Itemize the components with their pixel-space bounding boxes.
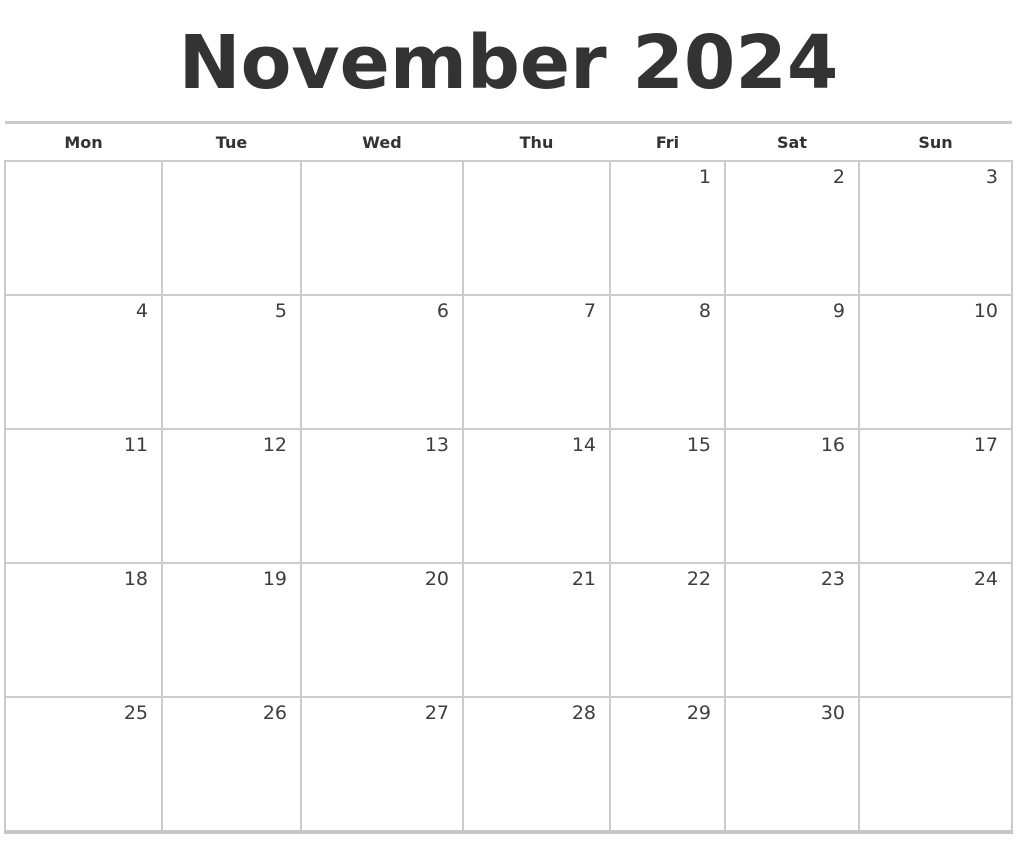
weekday-header-sat: Sat	[777, 132, 807, 152]
day-cell: 17	[859, 429, 1012, 563]
day-cell: 21	[463, 563, 610, 697]
week-row	[5, 697, 1012, 832]
day-cell	[859, 697, 1012, 832]
day-cell: 2	[725, 161, 859, 295]
day-cell: 30	[725, 697, 859, 832]
day-cell: 23	[725, 563, 859, 697]
day-cell: 4	[5, 295, 162, 429]
day-cell: 27	[301, 697, 463, 832]
weekday-header-row	[5, 124, 1012, 161]
day-cell: 28	[463, 697, 610, 832]
weekday-header-fri: Fri	[655, 132, 680, 152]
week-row	[5, 429, 1012, 563]
weekday-header-mon: Mon	[64, 132, 103, 152]
day-cell: 5	[162, 295, 301, 429]
day-cell: 13	[301, 429, 463, 563]
day-cell: 26	[162, 697, 301, 832]
day-cell: 29	[610, 697, 725, 832]
day-cell: 25	[5, 697, 162, 832]
day-cell: 9	[725, 295, 859, 429]
day-cell: 22	[610, 563, 725, 697]
week-row	[5, 295, 1012, 429]
weekday-header-wed: Wed	[362, 132, 402, 152]
day-cell: 8	[610, 295, 725, 429]
page-title: November 2024	[178, 20, 839, 106]
day-cell: 3	[859, 161, 1012, 295]
week-row	[5, 563, 1012, 697]
day-cell: 15	[610, 429, 725, 563]
day-cell: 14	[463, 429, 610, 563]
day-cell: 6	[301, 295, 463, 429]
day-cell: 7	[463, 295, 610, 429]
day-cell: 16	[725, 429, 859, 563]
day-cell	[162, 161, 301, 295]
weekday-header-tue: Tue	[215, 132, 248, 152]
day-cell: 10	[859, 295, 1012, 429]
day-cell: 19	[162, 563, 301, 697]
day-cell: 12	[162, 429, 301, 563]
day-cell: 1	[610, 161, 725, 295]
week-row	[5, 161, 1012, 295]
weekday-header-sun: Sun	[918, 132, 953, 152]
calendar-grid	[4, 124, 1013, 834]
day-cell: 18	[5, 563, 162, 697]
day-cell	[463, 161, 610, 295]
day-cell	[301, 161, 463, 295]
day-cell	[5, 161, 162, 295]
weekday-header-thu: Thu	[519, 132, 554, 152]
day-cell: 11	[5, 429, 162, 563]
day-cell: 24	[859, 563, 1012, 697]
day-cell: 20	[301, 563, 463, 697]
